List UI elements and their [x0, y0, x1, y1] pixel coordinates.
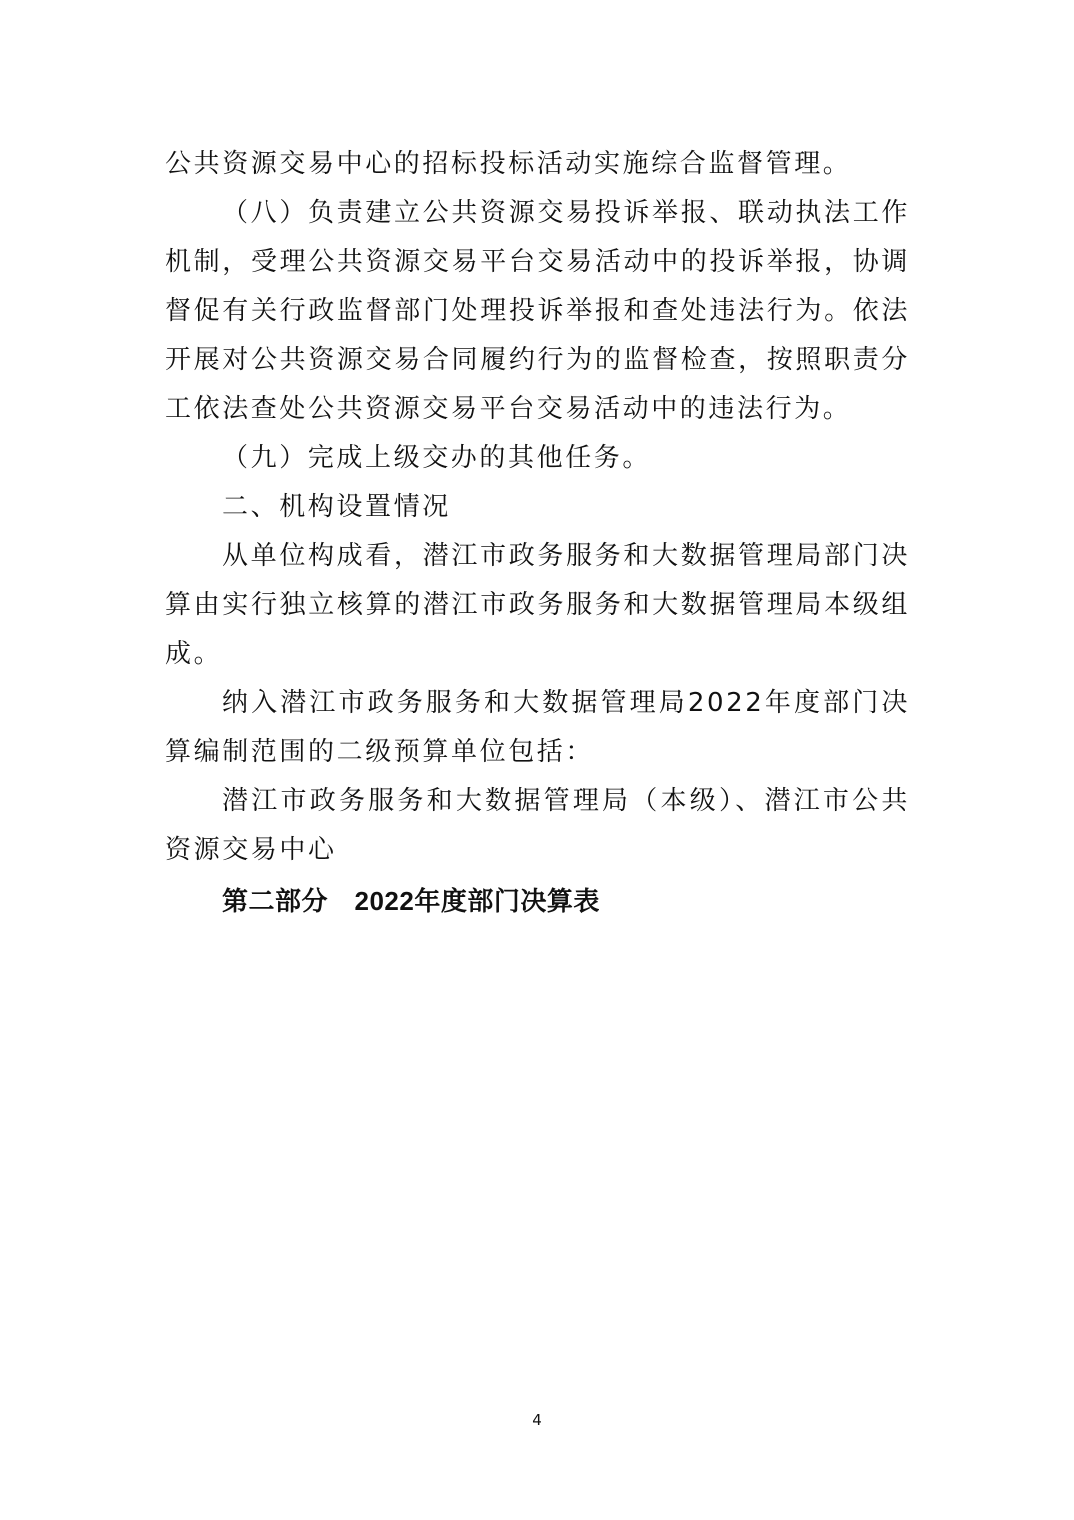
paragraph-continuation: 公共资源交易中心的招标投标活动实施综合监督管理。	[165, 149, 852, 179]
paragraph-item-eight: （八）负责建立公共资源交易投诉举报、联动执法工作机制，受理公共资源交易平台交易活动中的投诉举报，协调督促有关行政监督部门处理投诉举报和查处违法行为。依法开展对公共资源交易合同履约行为的监督检查，按照职责分工依法查处公共资源交易平台交易活动中的违法行为。	[165, 198, 910, 424]
section-heading-organization: 二、机构设置情况	[222, 492, 451, 522]
part-two-heading: 第二部分 2022年度部门决算表	[222, 886, 600, 916]
page-number: 4	[532, 1411, 542, 1429]
paragraph-unit-list: 潜江市政务服务和大数据管理局（本级）、潜江市公共资源交易中心	[165, 786, 910, 865]
paragraph-unit-composition: 从单位构成看，潜江市政务服务和大数据管理局部门决算由实行独立核算的潜江市政务服务和大数据管理局本级组成。	[165, 541, 910, 669]
document-body	[165, 140, 910, 926]
paragraph-item-nine: （九）完成上级交办的其他任务。	[222, 443, 652, 473]
paragraph-scope: 纳入潜江市政务服务和大数据管理局2022年度部门决算编制范围的二级预算单位包括：	[165, 688, 910, 767]
